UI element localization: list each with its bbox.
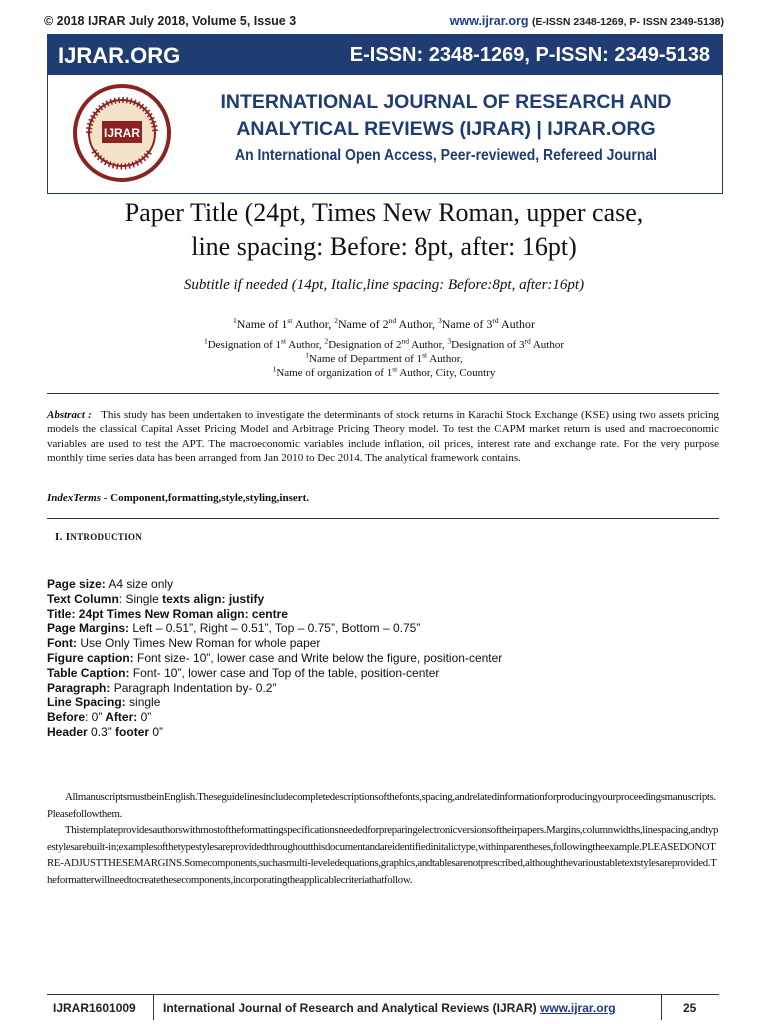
spec-table-caption: Table Caption: Font- 10”, lower case and Top of the table, position-center [47, 665, 440, 680]
abstract-label: Abstract : [47, 409, 92, 421]
banner-body [48, 75, 722, 193]
header-url-link[interactable]: www.ijrar.org [449, 14, 529, 28]
spec-page-size: Page size: A4 size only [47, 577, 174, 591]
body-paragraph: AllmanuscriptsmustbeinEnglish.Theseguidelinesincludecompletedescriptionsofthefonts,spacing,andrelatedinformationforproducingyourproceedingsmanuscripts.Pleasefollowthem. [47, 791, 716, 820]
journal-banner [47, 34, 723, 194]
journal-title-line1: INTERNATIONAL JOURNAL OF RESEARCH AND [220, 91, 672, 113]
abstract [47, 408, 719, 465]
divider [47, 518, 719, 519]
header-issn: (E-ISSN 2348-1269, P- ISSN 2349-5138) [531, 16, 724, 28]
footer-journal: International Journal of Research and Analytical Reviews (IJRAR) www.ijrar.org [163, 1001, 616, 1015]
format-spec-list [47, 577, 727, 740]
divider [47, 393, 719, 394]
spec-before-after: Before: 0” After: 0” [47, 710, 152, 725]
index-terms-text: Component,formatting,style,styling,insert. [110, 492, 310, 504]
spec-title: Title: 24pt Times New Roman align: centre [47, 606, 288, 621]
spec-page-margins: Page Margins: Left – 0.51”, Right – 0.51”, Top – 0.75”, Bottom – 0.75” [47, 621, 421, 636]
index-terms [47, 492, 719, 504]
body-paragraph: Thistemplateprovidesauthorswithmostoftheformattingspecificationsneededforpreparingelectronicversionsoftheirpapers.Margins,columnwidths,linespacing,andtypestylesarebuilt-in;examplesofthetypestylesareprovidedthroughoutthisdocumentandareidentifiedinitalictype,withinparentheses,followingtheexample.PLEASEDONOTRE-ADJUSTTHESEMARGINS.Somecomponents,suchasmulti-leveledequations,graphics,andtablesarenotprescribed,althoughthevarioustabletextstylesareprovided.Theformatterwillneedtocreatethesecomponents,incorporatingtheapplicablecriteriathatfollow. [47, 824, 719, 886]
designation-line: $^1$Designation of 1st Author, $^2$Designation of 2nd Author, $^3$Designation of 3rd Author [203, 336, 565, 351]
author-item: $^1$Name of 1st Author, [232, 316, 335, 331]
author-item: $^3$Name of 3rd Author [438, 316, 536, 331]
running-header-right [450, 14, 724, 28]
paper-subtitle: Subtitle if needed (14pt, Italic,line spacing: Before:8pt, after:16pt) [183, 277, 585, 293]
footer-url-link[interactable]: www.ijrar.org [540, 1001, 616, 1015]
journal-tagline: An International Open Access, Peer-reviewed, Refereed Journal [234, 147, 657, 164]
author-list [30, 317, 738, 332]
journal-title-line2: ANALYTICAL REVIEWS (IJRAR) | IJRAR.ORG [236, 118, 656, 140]
seal-text: IJRAR [103, 126, 141, 140]
footer-rule [47, 994, 719, 995]
spec-font: Font: Use Only Times New Roman for whole paper [47, 636, 321, 651]
page-footer [47, 998, 719, 1020]
paper-title-line2: line spacing: Before: 8pt, after: 16pt) [191, 232, 577, 261]
paper-title-line1: Paper Title (24pt, Times New Roman, upper case, [124, 198, 644, 227]
banner-site-name: IJRAR.ORG [58, 43, 181, 68]
banner-strip [48, 35, 722, 75]
footer-divider [661, 994, 662, 1020]
journal-seal-logo [72, 83, 172, 183]
department-line: $^1$Name of Department of 1st Author, [305, 350, 463, 365]
abstract-text: This study has been undertaken to investigate the determinants of stock returns in Karachi Stock Exchange (KSE) using two assets pricing models the classical Capital Asset Pricing Model and Arbitrage Pricing Theory model. To test the CAPM market return is used and macroeconomic variables are used to test the APT. The macroeconomic variables include inflation, oil prices, interest rate and exchange rate. For the very purpose monthly time series data has been arranged from Jan 2010 to Dec 2014. The analytical framework contains. [47, 409, 719, 464]
footer-divider [153, 994, 154, 1020]
index-terms-label: IndexTerms - [47, 492, 108, 504]
paper-title [30, 196, 738, 264]
author-item: $^2$Name of 2nd Author, [334, 316, 439, 331]
footer-paper-id: IJRAR1601009 [53, 1001, 136, 1015]
spec-text-column: Text Column: Single texts align: justify [47, 591, 265, 606]
organization-line: $^1$Name of organization of 1st Author, City, Country [272, 364, 496, 379]
page-number: 25 [683, 1001, 697, 1015]
spec-figure-caption: Figure caption: Font size- 10”, lower case and Write below the figure, position-center [47, 650, 503, 665]
journal-title [180, 89, 712, 143]
banner-issn: E-ISSN: 2348-1269, P-ISSN: 2349-5138 [349, 44, 710, 66]
running-header [44, 14, 724, 32]
running-header-left: © 2018 IJRAR July 2018, Volume 5, Issue 3 [44, 14, 297, 28]
body-text [47, 789, 719, 889]
spec-paragraph: Paragraph: Paragraph Indentation by- 0.2” [47, 680, 277, 695]
section-heading-introduction: I. INTRODUCTION [55, 531, 143, 543]
spec-header-footer: Header 0.3” footer 0” [47, 724, 164, 739]
spec-line-spacing: Line Spacing: single [47, 695, 161, 710]
